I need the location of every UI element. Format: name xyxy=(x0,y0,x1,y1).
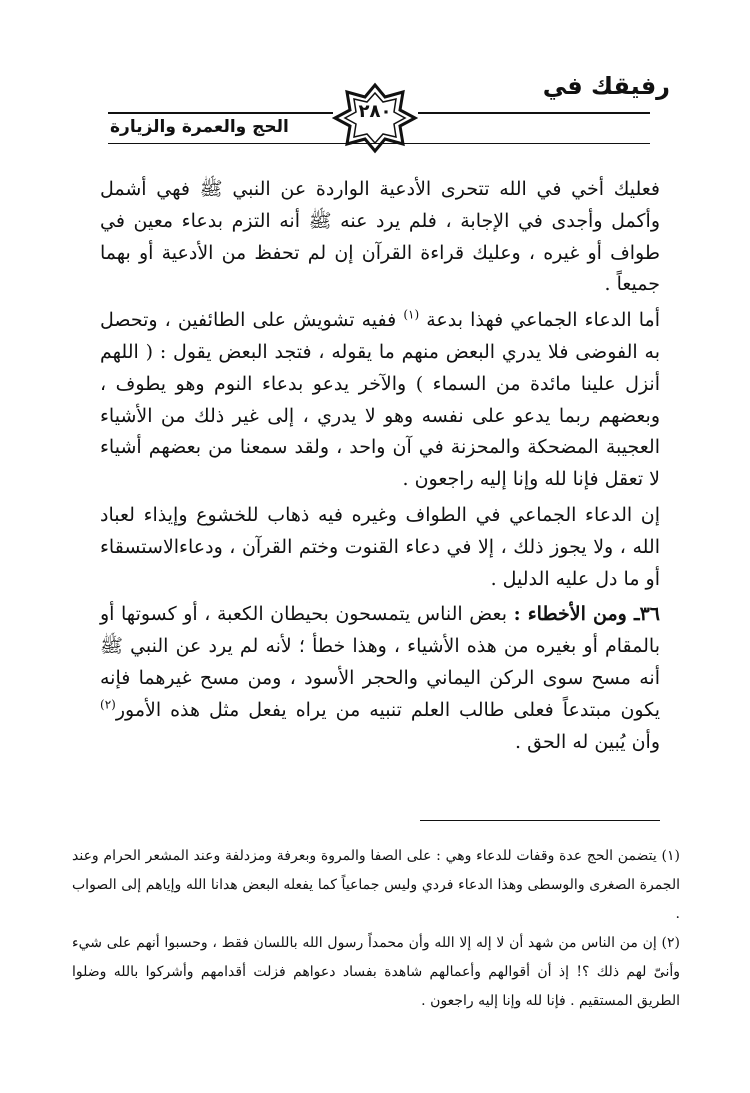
page-number: ٢٨٠ xyxy=(358,101,392,122)
page-header xyxy=(0,0,750,150)
header-rule-left xyxy=(108,112,333,114)
paragraph-2 xyxy=(100,305,660,496)
item-36-end: وأن يُبين له الحق . xyxy=(515,730,660,753)
item-36-text: بعض الناس يتمسحون بحيطان الكعبة ، أو كسوتها أو بالمقام أو بغيره من هذه الأشياء ، وهذا خطأ ؛ لأنه لم يرد عن النبي ﷺ أنه مسح سوى الركن اليماني والحجر الأسود ، ومن مسح غيرهما فإنه يكون مبتدعاً فعلى طالب العلم تنبيه من يراه يفعل مثل هذه الأمور xyxy=(100,603,660,721)
footnote-marker-1[interactable]: (١) xyxy=(403,307,420,322)
paragraph-3: إن الدعاء الجماعي في الطواف وغيره فيه ذهاب للخشوع وإيذاء لعباد الله ، ولا يجوز ذلك ، إلا في دعاء القنوت وختم القرآن ، ودعاءالاستسقاء أو ما دل عليه الدليل . xyxy=(100,503,660,590)
header-rule-right xyxy=(418,112,650,114)
paragraph-4 xyxy=(100,599,660,758)
running-subtitle: الحج والعمرة والزيارة xyxy=(110,117,289,137)
main-text xyxy=(100,174,660,758)
paragraph-2-lead: أما الدعاء الجماعي فهذا بدعة xyxy=(426,309,661,332)
footnote-separator xyxy=(420,820,660,821)
paragraph-2-rest: ففيه تشويش على الطائفين ، وتحصل به الفوضى فلا يدري البعض منهم ما يقوله ، فتجد البعض يقول : ( اللهم أنزل علينا مائدة من السماء ) والآخر يدعو بدعاء النوم وهو يطوف ، وبعضهم ربما يدعو على نفسه وهو لا يدري ، إلى غير ذلك من الأشياء العجيبة المضحكة والمحزنة في آن واحد ، ولقد سمعنا من بعضهم أشياء لا تعقل فإنا لله وإنا إليه راجعون . xyxy=(100,309,660,491)
footnote-2: (٢) إن من الناس من شهد أن لا إله إلا الله وأن محمداً رسول الله باللسان فقط ، وحسبوا أنهم على شيء وأنىّ لهم ذلك ؟! إذ أن أقوالهم وأعمالهم شاهدة بفساد دعواهم فزلت أقدامهم وأشركوا بالله وضلوا الطريق المستقيم . فإنا لله وإنا إليه راجعون . xyxy=(72,935,680,1009)
paragraph-1: فعليك أخي في الله تتحرى الأدعية الواردة عن النبي ﷺ فهي أشمل وأكمل وأجدى في الإجابة ، فلم يرد عنه ﷺ أنه التزم بدعاء معين في طواف أو غيره ، وعليك قراءة القرآن إن لم تحفظ من الأدعية أو بهما جميعاً . xyxy=(100,178,660,296)
footnotes xyxy=(72,842,680,1016)
running-title: رفيقك في xyxy=(542,72,670,100)
item-36-label: ٣٦ـ ومن الأخطاء : xyxy=(513,603,660,626)
footnote-marker-2[interactable]: (٢) xyxy=(100,697,116,712)
footnote-1: (١) يتضمن الحج عدة وقفات للدعاء وهي : على الصفا والمروة وبعرفة ومزدلفة وعند المشعر الحرام وعند الجمرة الصغرى والوسطى وهذا الدعاء فردي وليس جماعياً كما يفعله البعض هدانا الله وإياهم إلى الصواب . xyxy=(72,848,680,922)
